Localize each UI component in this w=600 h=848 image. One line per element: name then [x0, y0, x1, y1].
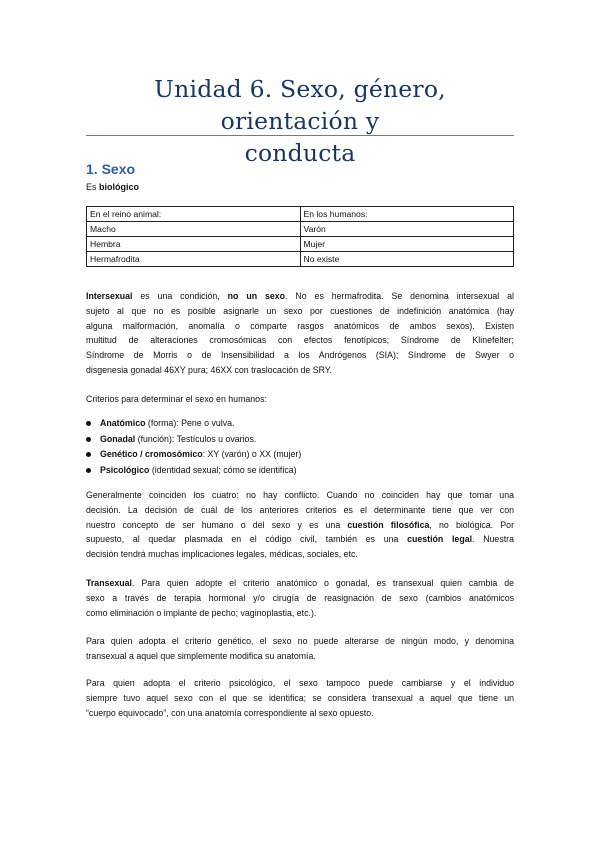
- criterion-name: Anatómico: [100, 418, 146, 428]
- sex-comparison-table: [86, 206, 514, 267]
- paragraph-line: siempre tuvo aquel sexo con el que se identifica; se considera transexual a aquel que tiene un: [86, 692, 514, 703]
- subhead-prefix: Es: [86, 182, 100, 192]
- bold-run: cuestión legal: [407, 534, 473, 545]
- criterion-detail: (identidad sexual; cómo se identifica): [149, 464, 297, 475]
- bold-run: no un sexo: [227, 291, 286, 301]
- text-run: . Nuestra: [472, 534, 514, 545]
- paragraph-line: Para quien adopta el criterio genético, el sexo no puede alterarse de ningún modo, y denomina: [86, 636, 514, 646]
- criterion-detail: (función): Testículos u ovarios.: [135, 433, 257, 444]
- criteria-list: [86, 416, 514, 478]
- bold-run: cuestión filosófica: [347, 519, 430, 530]
- paragraph-line: transexual a aquel que simplemente modifica su anatomía.: [86, 650, 316, 661]
- transexual-paragraph: [86, 576, 514, 620]
- title-line-2: conducta: [244, 139, 356, 167]
- text-run: . No es hermafrodita. Se denomina intersexual al: [285, 291, 515, 301]
- paragraph-line: [86, 289, 514, 304]
- criterion-name: Genético / cromosómico: [100, 449, 203, 459]
- table-cell: Mujer: [300, 237, 514, 252]
- table-row: [87, 252, 514, 267]
- paragraph-line: disgenesia gonadal 46XY pura; 46XX con traslocación de SRY.: [86, 364, 332, 375]
- coinciden-paragraph: [86, 488, 514, 562]
- paragraph-line: [86, 518, 514, 533]
- text-run: . Para quien adopte el criterio anatómico o gonadal, es transexual quien cambia de: [131, 578, 514, 588]
- criterion-detail: : XY (varón) o XX (mujer): [202, 449, 302, 459]
- text-run: , no biológica. Por: [429, 519, 514, 530]
- paragraph-line: Generalmente coinciden los cuatro: no hay conflicto. Cuando no coinciden hay que tomar una: [86, 490, 514, 500]
- list-item: [86, 416, 514, 432]
- paragraph-line: Para quien adopta el criterio psicológico, el sexo tampoco puede cambiarse y el individuo: [86, 678, 514, 688]
- section-heading-sexo: 1. Sexo: [86, 161, 136, 177]
- table-row: [87, 222, 514, 237]
- paragraph-line: sexo a través de terapia hormonal y/o cirugía de reasignación de sexo (cambios anatómicos: [86, 592, 514, 603]
- list-item: [86, 463, 514, 479]
- paragraph-line: decisión tendrá muchas implicaciones legales, médicas, sociales, etc.: [86, 549, 358, 560]
- table-row: [87, 237, 514, 252]
- page-title: [86, 73, 514, 169]
- title-line-1: Unidad 6. Sexo, género, orientación y: [154, 75, 446, 135]
- list-item: [86, 447, 514, 463]
- title-divider: [86, 135, 514, 136]
- bullet-icon: [86, 421, 91, 426]
- bullet-icon: [86, 468, 91, 473]
- table-cell: Macho: [87, 222, 301, 237]
- paragraph-line: sujeto al que no es posible asignarle un sexo por cuestiones de indefinición anatómica (hay: [86, 305, 514, 316]
- text-run: supuesto, al quedar plasmada en el código civil, también es una: [86, 534, 408, 545]
- genetico-paragraph: [86, 634, 514, 664]
- paragraph-line: [86, 576, 514, 591]
- bullet-icon: [86, 452, 91, 457]
- intersexual-paragraph: [86, 289, 514, 378]
- table-cell: Varón: [300, 222, 514, 237]
- term-intersexual: Intersexual: [86, 291, 133, 301]
- table-cell: Hermafrodita: [87, 252, 301, 267]
- table-cell: En los humanos:: [300, 207, 514, 222]
- criterion-name: Psicológico: [100, 464, 150, 475]
- criterion-detail: (forma): Pene o vulva.: [145, 418, 235, 428]
- psicologico-paragraph: [86, 676, 514, 720]
- table-row: [87, 207, 514, 222]
- text-run: es una condición,: [132, 291, 228, 301]
- section-subheading: [86, 182, 139, 192]
- bullet-icon: [86, 437, 91, 442]
- subhead-bold: biológico: [99, 182, 140, 192]
- paragraph-line: decisión. La decisión de cuál de los anteriores criterios es el determinante tiene que ver con: [86, 504, 514, 515]
- term-transexual: Transexual: [86, 578, 132, 588]
- paragraph-line: Síndrome de Morris o de Insensibilidad a los Andrógenos (SIA); Síndrome de Swyer o: [86, 350, 514, 361]
- table-cell: Hembra: [87, 237, 301, 252]
- criterion-name: Gonadal: [100, 433, 136, 444]
- table-cell: En el reino animal:: [87, 207, 301, 222]
- text-run: nuestro concepto de ser humano o del sexo y es una: [86, 519, 348, 530]
- paragraph-line: multitud de alteraciones cromosómicas con efectos fenotípicos; Síndrome de Klinefelter;: [86, 335, 514, 346]
- paragraph-line: alguna malformación, anomalía o comparte rasgos anatómicos de ambos sexos). Existen: [86, 320, 514, 331]
- paragraph-line: [86, 532, 514, 547]
- paragraph-line: “cuerpo equivocado”, con una anatomía correspondiente al sexo opuesto.: [86, 707, 374, 718]
- list-item: [86, 432, 514, 448]
- table-cell: No existe: [300, 252, 514, 267]
- criteria-intro: Criterios para determinar el sexo en humanos:: [86, 394, 267, 404]
- paragraph-line: como eliminación o implante de pecho; vaginoplastia, etc.).: [86, 607, 317, 618]
